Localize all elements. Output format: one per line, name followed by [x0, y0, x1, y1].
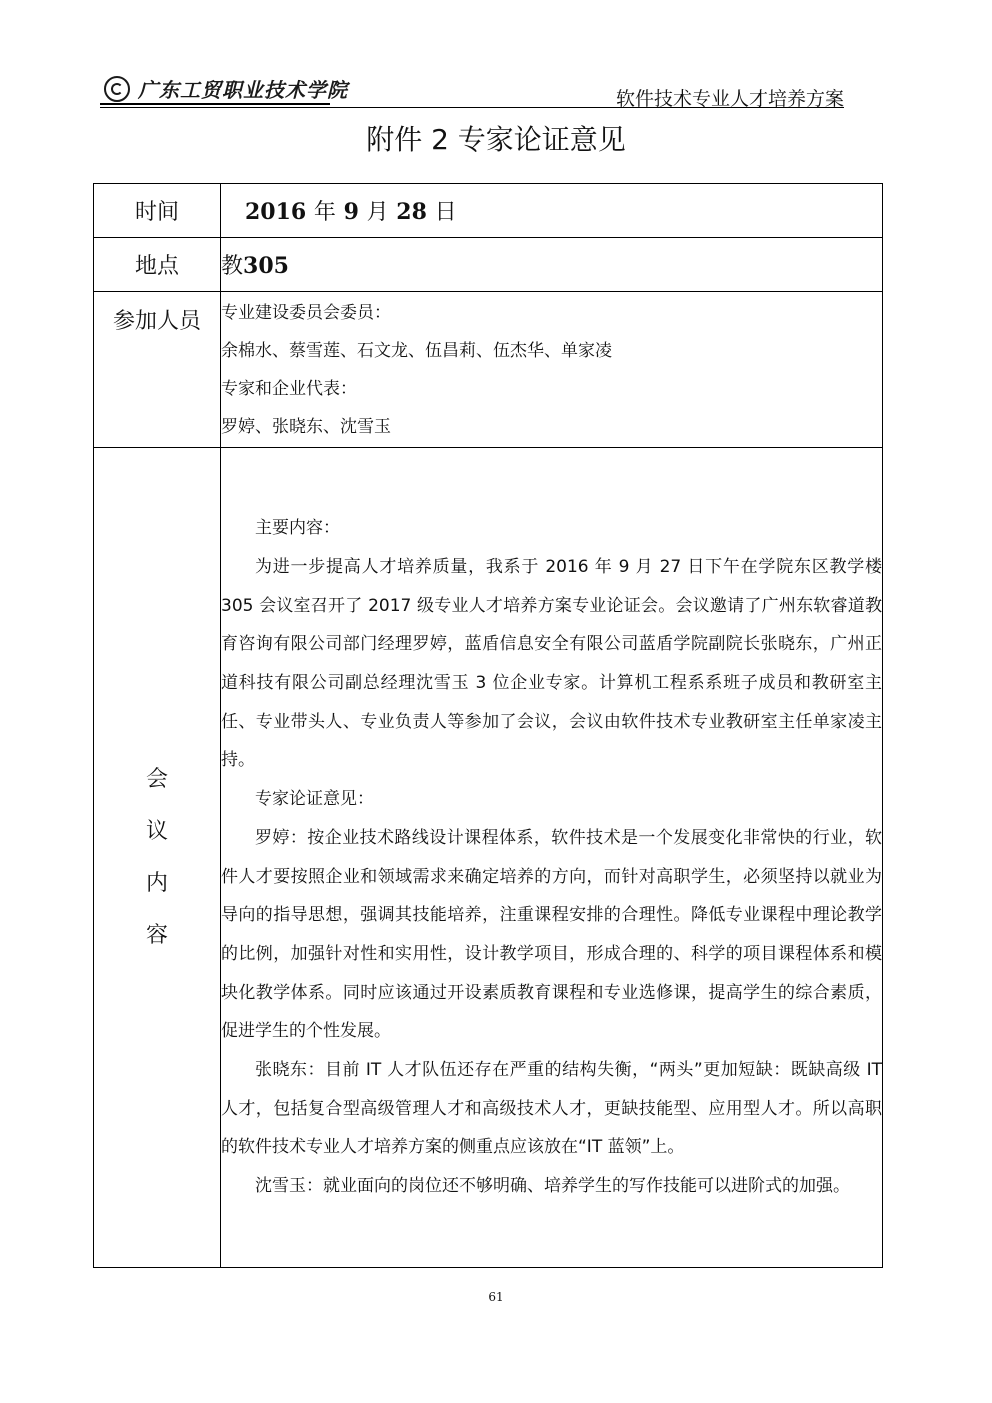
header-underline-thick — [100, 103, 330, 105]
label-char: 议 — [145, 818, 168, 844]
experts-heading: 专家和企业代表： — [221, 378, 357, 399]
opinion-luo-ting: 罗婷：按企业技术路线设计课程体系，软件技术是一个发展变化非常快的行业，软件人才要按照企业和领域需求来确定培养的方向，而针对高职学生，必须坚持以就业为导向的指导思想，强调其技能培养，注重课程安排的合理性。降低专业课程中理论教学的比例，加强针对性和实用性，设计教学项目，形成合理的、科学的项目课程体系和模块化教学体系。同时应该通过开设素质教育课程和专业选修课，提高学生的综合素质，促进学生的个性发展。 — [221, 827, 882, 1042]
opinion-zhang-xiaodong: 张晓东：目前 IT 人才队伍还存在严重的结构失衡，“两头”更加短缺：既缺高级 IT 人才，包括复合型高级管理人才和高级技术人才，更缺技能型、应用型人才。所以高职的软件技术专业人才培养方案的侧重点应该放在“IT 蓝领”上。 — [221, 1060, 882, 1158]
label-char: 容 — [145, 922, 168, 948]
time-row — [94, 184, 883, 238]
place-value — [221, 238, 883, 292]
committee-members: 余棉水、蔡雪莲、石文龙、伍昌莉、伍杰华、单家凌 — [221, 340, 612, 361]
meeting-summary: 为进一步提高人才培养质量，我系于 2016 年 9 月 27 日下午在学院东区教学楼 305 会议室召开了 2017 级专业人才培养方案专业论证会。会议邀请了广州东软睿道教育咨询有限公司部门经理罗婷，蓝盾信息安全有限公司蓝盾学院副院长张晓东，广州正道科技有限公司副总经理沈雪玉 3 位企业专家。计算机工程系系班子成员和教研室主任、专业带头人、专业负责人等参加了会议，会议由软件技术专业教研室主任单家凌主持。 — [221, 556, 882, 771]
school-name: 广东工贸职业技术学院 — [138, 78, 348, 102]
expert-opinion-table — [93, 183, 883, 1268]
place-room: 305 — [243, 253, 289, 279]
time-label: 时间 — [94, 184, 221, 238]
page-number: 61 — [488, 1290, 504, 1304]
expert-opinion-heading: 专家论证意见： — [255, 789, 374, 810]
date-day: 28 — [396, 199, 427, 225]
meeting-content-row — [94, 448, 883, 1268]
opinion-shen-xueyu: 沈雪玉：就业面向的岗位还不够明确、培养学生的写作技能可以进阶式的加强。 — [255, 1176, 850, 1197]
document-title: 软件技术专业人才培养方案 — [615, 88, 844, 110]
meeting-content-label — [94, 448, 221, 1268]
experts-members: 罗婷、张晓东、沈雪玉 — [221, 416, 391, 437]
place-label: 地点 — [94, 238, 221, 292]
main-content-heading: 主要内容： — [255, 518, 340, 539]
date-year-unit: 年 — [313, 200, 336, 225]
date-month: 9 — [343, 199, 359, 225]
date-year: 2016 — [245, 199, 307, 225]
place-row — [94, 238, 883, 292]
place-prefix: 教 — [221, 254, 244, 279]
attendees-row — [94, 292, 883, 448]
time-value — [221, 184, 883, 238]
school-emblem-icon — [104, 76, 130, 102]
date-month-unit: 月 — [366, 200, 389, 225]
label-char: 内 — [145, 870, 168, 896]
attendees-label: 参加人员 — [94, 292, 221, 448]
page-header — [100, 72, 844, 108]
label-char: 会 — [145, 766, 168, 792]
page-title: 附件 2 专家论证意见 — [366, 123, 626, 156]
header-divider — [100, 107, 844, 108]
meeting-content — [221, 448, 883, 1268]
committee-heading: 专业建设委员会委员： — [221, 302, 391, 323]
attendees-value — [221, 292, 883, 448]
school-logo — [104, 74, 348, 103]
date-day-unit: 日 — [434, 200, 457, 225]
